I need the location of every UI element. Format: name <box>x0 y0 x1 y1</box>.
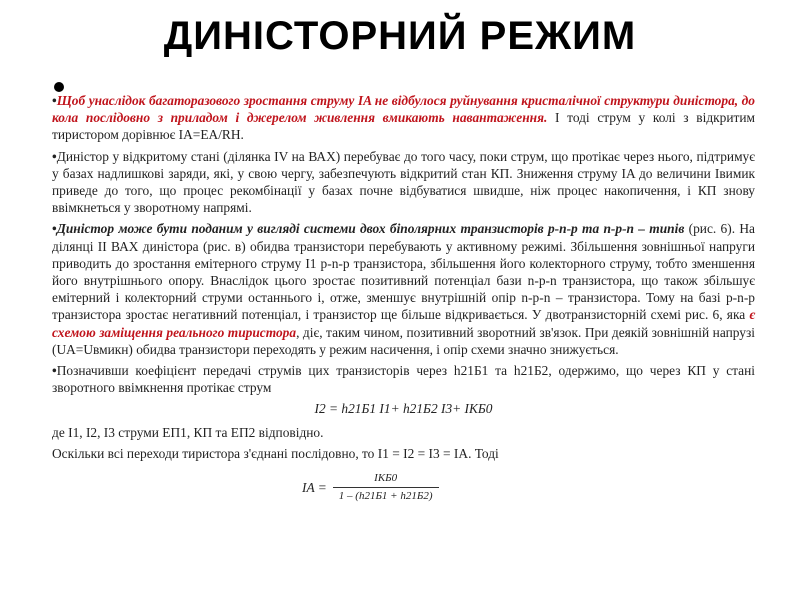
paragraph-6: Оскільки всі переходи тиристора з'єднані послідовно, то I1 = I2 = I3 = IA. Тоді <box>52 445 499 461</box>
slide-bullet-marker <box>54 82 64 92</box>
paragraph-3-highlight: є схемою заміщення реального тиристора <box>52 307 755 340</box>
bullet-marker: • <box>52 221 57 237</box>
formula-fraction <box>333 470 439 505</box>
paragraph-5: де I1, I2, I3 струми ЕП1, КП та ЕП2 відповідно. <box>52 424 324 440</box>
formula-anode-current <box>302 470 755 505</box>
paragraph-4-text: Позначивши коефіцієнт передачі струмів цих транзисторів через h21Б1 та h21Б2, одержимо, що через КП у стані зворотного ввімкнення протікає струм <box>52 363 755 396</box>
paragraph-3-emphasis: Диністор може бути поданим у вигляді системи двох біполярних транзисторів p-n-p та n-p-n – типів <box>56 221 685 237</box>
paragraph-1 <box>52 92 755 144</box>
formula-denominator: 1 – (h21Б1 + h21Б2) <box>333 487 439 505</box>
bullet-marker: • <box>52 93 57 108</box>
paragraph-1-emphasis: Щоб унаслідок багаторазового зростання струму IA не відбулося руйнування кристалічної структури диністора, до кола послідовно з приладом і джерелом живлення вмикають навантаження. <box>52 93 755 126</box>
paragraph-3-text-b: , діє, таким чином, позитивний зворотний зв'язок. При деякій зовнішній напрузі (UA=Uвмикн) обидва транзистори переходять у режим насичення, і опір схеми значно знижується. <box>52 324 755 357</box>
paragraph-2-text: Диністор у відкритому стані (ділянка IV на ВАХ) перебуває до того часу, поки струм, що протікає через нього, підтримує у базах надлишкові заряди, які, у свою чергу, забезпечують відкритий стан КП. Зниження струму IA до величини Iвимик приведе до того, що процес рекомбінації у базах почне відбуватися швидше, ніж процес накопичення, і КП знову ввімкнеться у зворотному напрямі. <box>52 148 755 216</box>
paragraph-2 <box>52 148 755 217</box>
formula-numerator: IКБ0 <box>374 472 398 485</box>
paragraph-4 <box>52 362 755 396</box>
bullet-marker: • <box>52 363 57 379</box>
paragraph-3 <box>52 220 755 358</box>
formula-lhs: IA = <box>302 480 327 496</box>
paragraph-1-text: І тоді струм у колі з відкритим тиристором дорівнює IA=EA/RH. <box>52 110 755 143</box>
slide-content <box>52 92 755 505</box>
page-title: ДИНІСТОРНИЙ РЕЖИМ <box>163 14 637 58</box>
bullet-marker: • <box>52 148 57 164</box>
paragraph-3-text-a: (рис. 6). На ділянці II ВАХ диністора (рис. в) обидва транзистори перебувають у активному режимі. Збільшення зовнішньої напруги приводить до зростання емітерного струму I1 p-n-p транзистора, збільшення його колекторного струму, тобто зменшення його внутрішнього опору. Внаслідок цього зростає позитивний потенціал бази n-p-n транзистора, що також збільшує емітерний і колекторний струми останнього і, отже, зменшує внутрішній опір n-p-n – транзистора. Тому на базі p-n-p транзистора зростає негативний потенціал, і транзистор ще більше відкривається. У двотранзисторній схемі рис. 6, яка <box>52 221 755 323</box>
formula-current: I2 = h21Б1 I1+ h21Б2 I3+ IКБ0 <box>314 401 493 417</box>
